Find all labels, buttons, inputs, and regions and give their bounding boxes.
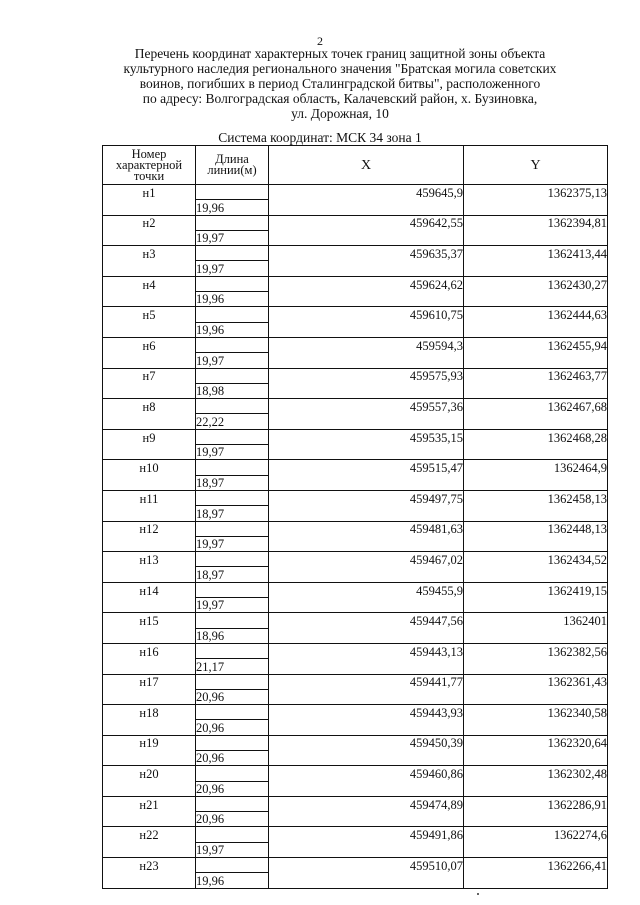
table-row xyxy=(103,536,608,551)
table-row xyxy=(103,261,608,276)
length-cell: 19,97 xyxy=(196,353,269,368)
y-cell-empty xyxy=(464,628,608,643)
length-cell-empty xyxy=(196,490,269,505)
y-cell: 1362448,13 xyxy=(464,521,608,536)
point-cell-empty xyxy=(103,750,196,765)
length-cell-empty xyxy=(196,796,269,811)
y-cell-empty xyxy=(464,414,608,429)
length-cell-empty xyxy=(196,705,269,720)
y-cell: 1362413,44 xyxy=(464,246,608,261)
point-cell-empty xyxy=(103,812,196,827)
table-row xyxy=(103,353,608,368)
length-cell: 20,96 xyxy=(196,781,269,796)
table-row xyxy=(103,582,608,597)
x-cell: 459443,13 xyxy=(269,643,464,658)
x-cell-empty xyxy=(269,567,464,582)
point-cell-empty xyxy=(103,414,196,429)
x-cell: 459510,07 xyxy=(269,858,464,873)
table-row xyxy=(103,429,608,444)
y-cell: 1362394,81 xyxy=(464,215,608,230)
y-cell: 1362464,9 xyxy=(464,460,608,475)
point-cell-empty xyxy=(103,598,196,613)
length-cell: 21,17 xyxy=(196,659,269,674)
title-line: по адресу: Волгоградская область, Калачевский район, х. Бузиновка, xyxy=(142,91,538,106)
table-row xyxy=(103,567,608,582)
point-cell: н17 xyxy=(103,674,196,689)
header-length-line: линии(м) xyxy=(207,163,257,177)
y-cell-empty xyxy=(464,322,608,337)
x-cell: 459481,63 xyxy=(269,521,464,536)
point-cell-empty xyxy=(103,873,196,888)
table-row xyxy=(103,475,608,490)
table-row xyxy=(103,521,608,536)
y-cell-empty xyxy=(464,506,608,521)
point-cell-empty xyxy=(103,781,196,796)
x-cell-empty xyxy=(269,292,464,307)
x-cell: 459535,15 xyxy=(269,429,464,444)
x-cell-empty xyxy=(269,659,464,674)
table-row xyxy=(103,689,608,704)
table-header-row xyxy=(103,146,608,185)
x-cell: 459443,93 xyxy=(269,705,464,720)
y-cell-empty xyxy=(464,567,608,582)
table-row xyxy=(103,628,608,643)
y-cell: 1362361,43 xyxy=(464,674,608,689)
y-cell: 1362274,6 xyxy=(464,827,608,842)
y-cell: 1362463,77 xyxy=(464,368,608,383)
x-cell-empty xyxy=(269,322,464,337)
x-cell-empty xyxy=(269,383,464,398)
length-cell: 20,96 xyxy=(196,689,269,704)
y-cell: 1362455,94 xyxy=(464,337,608,352)
length-cell: 19,96 xyxy=(196,873,269,888)
y-cell: 1362340,58 xyxy=(464,705,608,720)
x-cell-empty xyxy=(269,506,464,521)
table-row xyxy=(103,735,608,750)
length-cell: 19,96 xyxy=(196,292,269,307)
x-cell: 459515,47 xyxy=(269,460,464,475)
point-cell-empty xyxy=(103,536,196,551)
table-row xyxy=(103,490,608,505)
length-cell: 18,97 xyxy=(196,475,269,490)
point-cell: н19 xyxy=(103,735,196,750)
point-cell: н2 xyxy=(103,215,196,230)
x-cell: 459474,89 xyxy=(269,796,464,811)
x-cell-empty xyxy=(269,750,464,765)
length-cell-empty xyxy=(196,582,269,597)
coordinates-table xyxy=(102,145,608,889)
table-row xyxy=(103,506,608,521)
length-cell-empty xyxy=(196,674,269,689)
point-cell: н14 xyxy=(103,582,196,597)
x-cell: 459441,77 xyxy=(269,674,464,689)
table-row xyxy=(103,705,608,720)
point-cell: н10 xyxy=(103,460,196,475)
header-point-line: точки xyxy=(133,168,165,183)
point-cell: н20 xyxy=(103,766,196,781)
y-cell-empty xyxy=(464,842,608,857)
x-cell-empty xyxy=(269,536,464,551)
y-cell-empty xyxy=(464,292,608,307)
table-row xyxy=(103,276,608,291)
x-cell: 459557,36 xyxy=(269,399,464,414)
x-cell-empty xyxy=(269,689,464,704)
y-cell: 1362434,52 xyxy=(464,552,608,567)
table-row xyxy=(103,414,608,429)
table-row xyxy=(103,827,608,842)
length-cell-empty xyxy=(196,185,269,200)
point-cell: н12 xyxy=(103,521,196,536)
length-cell-empty xyxy=(196,521,269,536)
x-cell: 459455,9 xyxy=(269,582,464,597)
point-cell-empty xyxy=(103,567,196,582)
y-cell: 1362266,41 xyxy=(464,858,608,873)
table-row xyxy=(103,445,608,460)
table-row xyxy=(103,796,608,811)
document-title xyxy=(80,46,600,121)
length-cell-empty xyxy=(196,858,269,873)
table-row xyxy=(103,383,608,398)
length-cell: 19,97 xyxy=(196,842,269,857)
table-row xyxy=(103,674,608,689)
table-row xyxy=(103,307,608,322)
y-cell-empty xyxy=(464,536,608,551)
table-row xyxy=(103,292,608,307)
length-cell-empty xyxy=(196,613,269,628)
table-row xyxy=(103,337,608,352)
length-cell-empty xyxy=(196,827,269,842)
x-cell: 459450,39 xyxy=(269,735,464,750)
x-cell-empty xyxy=(269,445,464,460)
x-cell-empty xyxy=(269,720,464,735)
point-cell: н9 xyxy=(103,429,196,444)
length-cell: 19,97 xyxy=(196,598,269,613)
length-cell-empty xyxy=(196,429,269,444)
x-cell-empty xyxy=(269,842,464,857)
header-point-number xyxy=(103,146,196,185)
x-cell: 459447,56 xyxy=(269,613,464,628)
x-cell-empty xyxy=(269,628,464,643)
y-cell: 1362320,64 xyxy=(464,735,608,750)
length-cell: 22,22 xyxy=(196,414,269,429)
x-cell-empty xyxy=(269,414,464,429)
y-cell-empty xyxy=(464,781,608,796)
table-row xyxy=(103,613,608,628)
length-cell-empty xyxy=(196,460,269,475)
point-cell-empty xyxy=(103,659,196,674)
length-cell: 18,96 xyxy=(196,628,269,643)
y-cell: 1362467,68 xyxy=(464,399,608,414)
point-cell: н23 xyxy=(103,858,196,873)
table-row xyxy=(103,781,608,796)
header-length-line: Длина xyxy=(215,152,249,166)
length-cell: 19,97 xyxy=(196,536,269,551)
y-cell-empty xyxy=(464,812,608,827)
header-line-length xyxy=(196,146,269,185)
length-cell: 20,96 xyxy=(196,720,269,735)
point-cell-empty xyxy=(103,720,196,735)
x-cell-empty xyxy=(269,475,464,490)
length-cell-empty xyxy=(196,337,269,352)
point-cell-empty xyxy=(103,353,196,368)
point-cell-empty xyxy=(103,628,196,643)
table-row xyxy=(103,766,608,781)
length-cell-empty xyxy=(196,552,269,567)
table-row xyxy=(103,185,608,200)
x-cell-empty xyxy=(269,781,464,796)
point-cell-empty xyxy=(103,322,196,337)
length-cell: 18,97 xyxy=(196,567,269,582)
title-line: культурного наследия регионального значения "Братская могила советских xyxy=(123,61,557,76)
y-cell-empty xyxy=(464,720,608,735)
length-cell-empty xyxy=(196,368,269,383)
point-cell: н13 xyxy=(103,552,196,567)
point-cell: н1 xyxy=(103,185,196,200)
coordinate-system-label: Система координат: МСК 34 зона 1 xyxy=(218,130,422,145)
x-cell: 459491,86 xyxy=(269,827,464,842)
length-cell-empty xyxy=(196,276,269,291)
point-cell: н6 xyxy=(103,337,196,352)
point-cell-empty xyxy=(103,292,196,307)
y-cell: 1362302,48 xyxy=(464,766,608,781)
length-cell-empty xyxy=(196,766,269,781)
table-row xyxy=(103,812,608,827)
header-y: Y xyxy=(464,146,608,185)
point-cell-empty xyxy=(103,383,196,398)
point-cell-empty xyxy=(103,475,196,490)
table-row xyxy=(103,200,608,215)
point-cell-empty xyxy=(103,261,196,276)
x-cell-empty xyxy=(269,812,464,827)
table-row xyxy=(103,858,608,873)
x-cell-empty xyxy=(269,200,464,215)
title-line: воинов, погибших в период Сталинградской битвы", расположенного xyxy=(139,76,541,91)
y-cell: 1362458,13 xyxy=(464,490,608,505)
y-cell-empty xyxy=(464,659,608,674)
length-cell: 20,96 xyxy=(196,812,269,827)
x-cell: 459460,86 xyxy=(269,766,464,781)
point-cell: н4 xyxy=(103,276,196,291)
length-cell-empty xyxy=(196,307,269,322)
y-cell: 1362286,91 xyxy=(464,796,608,811)
point-cell: н16 xyxy=(103,643,196,658)
point-cell: н18 xyxy=(103,705,196,720)
point-cell: н22 xyxy=(103,827,196,842)
table-row xyxy=(103,720,608,735)
x-cell: 459594,3 xyxy=(269,337,464,352)
point-cell: н3 xyxy=(103,246,196,261)
table-row xyxy=(103,246,608,261)
length-cell: 19,97 xyxy=(196,230,269,245)
y-cell-empty xyxy=(464,873,608,888)
x-cell: 459645,9 xyxy=(269,185,464,200)
x-cell-empty xyxy=(269,598,464,613)
x-cell: 459467,02 xyxy=(269,552,464,567)
length-cell: 20,96 xyxy=(196,750,269,765)
table-row xyxy=(103,215,608,230)
y-cell-empty xyxy=(464,750,608,765)
y-cell-empty xyxy=(464,445,608,460)
point-cell-empty xyxy=(103,230,196,245)
length-cell: 19,97 xyxy=(196,445,269,460)
table-row xyxy=(103,659,608,674)
header-point-line: характерной xyxy=(115,157,183,172)
header-x: X xyxy=(269,146,464,185)
page-number: 2 xyxy=(317,34,323,48)
y-cell: 1362468,28 xyxy=(464,429,608,444)
point-cell-empty xyxy=(103,200,196,215)
y-cell: 1362419,15 xyxy=(464,582,608,597)
length-cell-empty xyxy=(196,643,269,658)
point-cell-empty xyxy=(103,842,196,857)
header-point-line: Номер xyxy=(131,146,167,161)
x-cell: 459624,62 xyxy=(269,276,464,291)
y-cell-empty xyxy=(464,689,608,704)
x-cell-empty xyxy=(269,873,464,888)
length-cell: 18,97 xyxy=(196,506,269,521)
scan-speck xyxy=(477,893,479,895)
y-cell-empty xyxy=(464,353,608,368)
point-cell: н15 xyxy=(103,613,196,628)
point-cell-empty xyxy=(103,506,196,521)
table-row xyxy=(103,552,608,567)
length-cell-empty xyxy=(196,246,269,261)
point-cell-empty xyxy=(103,689,196,704)
x-cell: 459610,75 xyxy=(269,307,464,322)
y-cell-empty xyxy=(464,200,608,215)
y-cell-empty xyxy=(464,261,608,276)
table-row xyxy=(103,399,608,414)
point-cell: н11 xyxy=(103,490,196,505)
point-cell-empty xyxy=(103,445,196,460)
table-row xyxy=(103,368,608,383)
x-cell: 459635,37 xyxy=(269,246,464,261)
table-row xyxy=(103,598,608,613)
y-cell: 1362375,13 xyxy=(464,185,608,200)
length-cell: 19,96 xyxy=(196,200,269,215)
table-row xyxy=(103,230,608,245)
y-cell: 1362382,56 xyxy=(464,643,608,658)
table-row xyxy=(103,460,608,475)
table-body xyxy=(103,185,608,889)
length-cell: 19,96 xyxy=(196,322,269,337)
x-cell-empty xyxy=(269,261,464,276)
y-cell-empty xyxy=(464,230,608,245)
point-cell: н7 xyxy=(103,368,196,383)
x-cell: 459497,75 xyxy=(269,490,464,505)
point-cell: н5 xyxy=(103,307,196,322)
point-cell: н8 xyxy=(103,399,196,414)
title-line: ул. Дорожная, 10 xyxy=(291,106,389,121)
point-cell: н21 xyxy=(103,796,196,811)
table-row xyxy=(103,750,608,765)
length-cell: 18,98 xyxy=(196,383,269,398)
table-row xyxy=(103,873,608,888)
y-cell-empty xyxy=(464,383,608,398)
x-cell-empty xyxy=(269,230,464,245)
length-cell: 19,97 xyxy=(196,261,269,276)
table-row xyxy=(103,643,608,658)
y-cell-empty xyxy=(464,475,608,490)
table-row xyxy=(103,322,608,337)
table-row xyxy=(103,842,608,857)
length-cell-empty xyxy=(196,399,269,414)
y-cell: 1362430,27 xyxy=(464,276,608,291)
length-cell-empty xyxy=(196,735,269,750)
x-cell: 459642,55 xyxy=(269,215,464,230)
x-cell-empty xyxy=(269,353,464,368)
y-cell: 1362401 xyxy=(464,613,608,628)
length-cell-empty xyxy=(196,215,269,230)
title-line: Перечень координат характерных точек границ защитной зоны объекта xyxy=(134,46,546,61)
y-cell: 1362444,63 xyxy=(464,307,608,322)
y-cell-empty xyxy=(464,598,608,613)
x-cell: 459575,93 xyxy=(269,368,464,383)
